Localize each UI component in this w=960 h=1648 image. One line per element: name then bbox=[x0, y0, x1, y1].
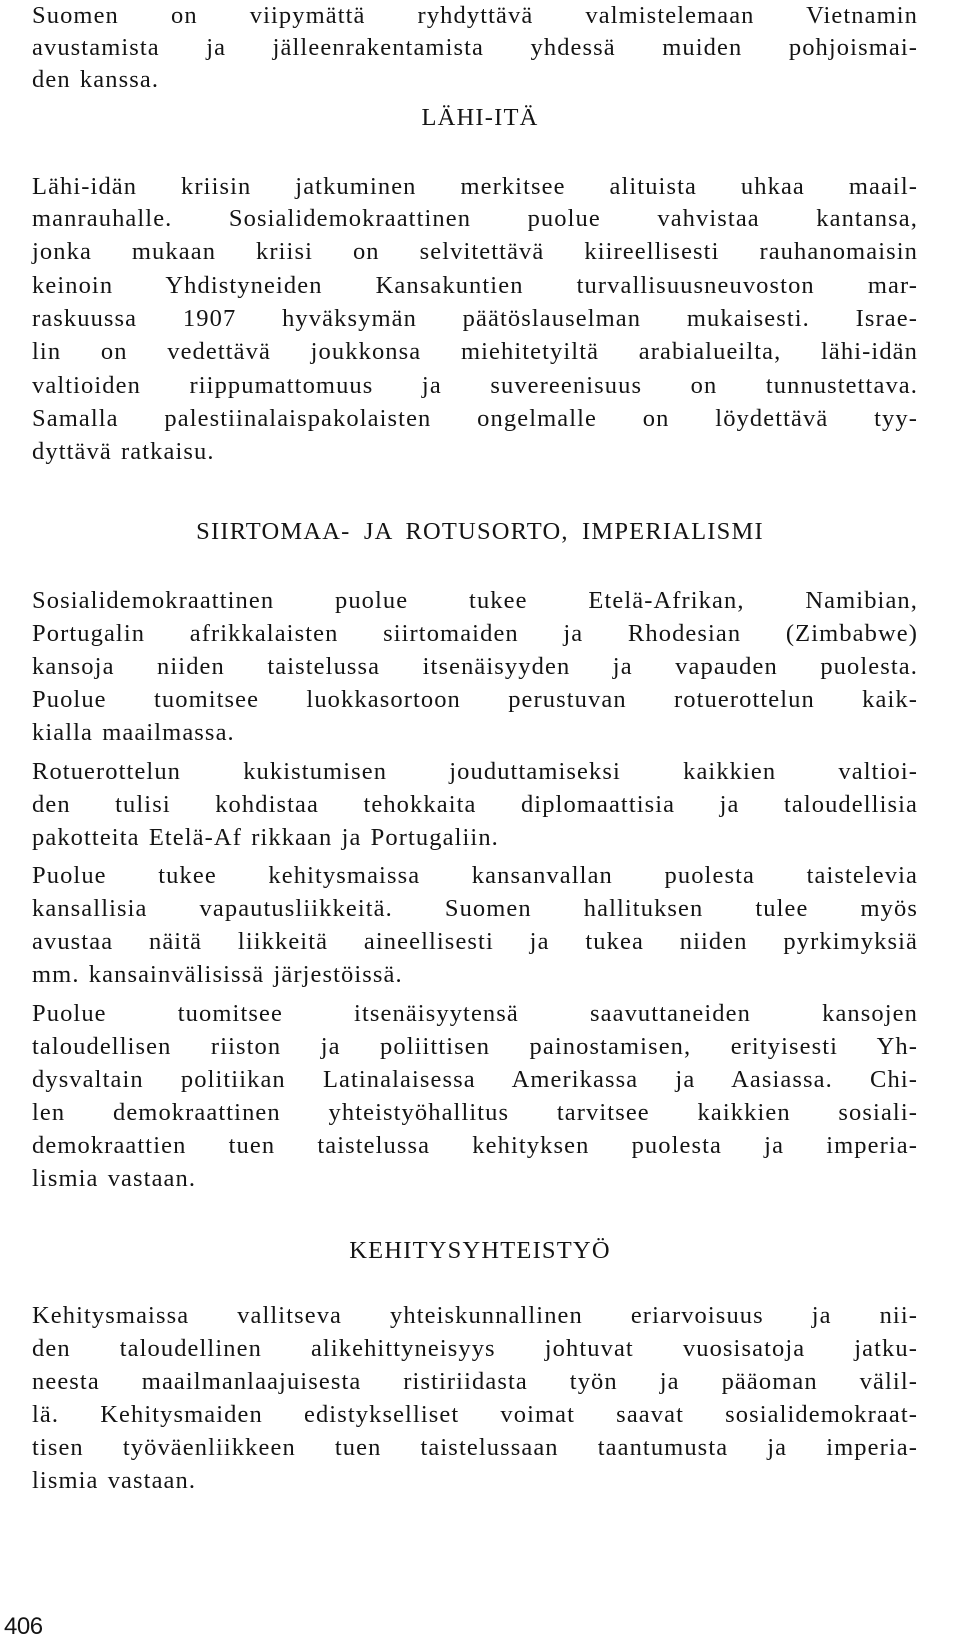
section-heading-lahi-ita: LÄHI-ITÄ bbox=[421, 104, 539, 131]
paragraph-line: tisen työväenliikkeen tuen taistelussaan taantumusta ja imperia- bbox=[32, 1434, 918, 1461]
paragraph-line: den kanssa. bbox=[32, 66, 160, 93]
paragraph-line: lin on vedettävä joukkonsa miehitetyiltä arabialueilta, lähi-idän bbox=[32, 338, 918, 365]
paragraph-line: Puolue tukee kehitysmaissa kansanvallan puolesta taistelevia bbox=[32, 862, 918, 889]
paragraph-line: demokraattien tuen taistelussa kehityksen puolesta ja imperia- bbox=[32, 1132, 918, 1159]
section-heading-kehitysyhteistyo: KEHITYSYHTEISTYÖ bbox=[349, 1237, 611, 1264]
paragraph-line: keinoin Yhdistyneiden Kansakuntien turvallisuusneuvoston mar- bbox=[32, 272, 918, 299]
paragraph-line: pakotteita Etelä-Af rikkaan ja Portugaliin. bbox=[32, 824, 499, 851]
paragraph-line: manrauhalle. Sosialidemokraattinen puolue vahvistaa kantansa, bbox=[32, 205, 918, 232]
paragraph-line: avustaa näitä liikkeitä aineellisesti ja tukea niiden pyrkimyksiä bbox=[32, 928, 918, 955]
paragraph-line: mm. kansainvälisissä järjestöissä. bbox=[32, 961, 403, 988]
paragraph-line: len demokraattinen yhteistyöhallitus tarvitsee kaikkien sosiali- bbox=[32, 1099, 918, 1126]
paragraph-line: Lähi-idän kriisin jatkuminen merkitsee alituista uhkaa maail- bbox=[32, 173, 918, 200]
paragraph-line: avustamista ja jälleenrakentamista yhdessä muiden pohjoismai- bbox=[32, 34, 918, 61]
page-number: 406 bbox=[4, 1613, 43, 1640]
paragraph-line: dysvaltain politiikan Latinalaisessa Amerikassa ja Aasiassa. Chi- bbox=[32, 1066, 918, 1093]
paragraph-line: neesta maailmanlaajuisesta ristiriidasta työn ja pääoman välil- bbox=[32, 1368, 918, 1395]
paragraph-line: kansoja niiden taistelussa itsenäisyyden ja vapauden puolesta. bbox=[32, 653, 918, 680]
paragraph-line: Puolue tuomitsee itsenäisyytensä saavuttaneiden kansojen bbox=[32, 1000, 918, 1027]
paragraph-line: Portugalin afrikkalaisten siirtomaiden ja Rhodesian (Zimbabwe) bbox=[32, 620, 918, 647]
paragraph-line: valtioiden riippumattomuus ja suvereenisuus on tunnustettava. bbox=[32, 372, 918, 399]
section-heading-siirtomaa: SIIRTOMAA- JA ROTUSORTO, IMPERIALISMI bbox=[196, 518, 764, 545]
paragraph-line: Rotuerottelun kukistumisen jouduttamiseksi kaikkien valtioi- bbox=[32, 758, 918, 785]
paragraph-line: Sosialidemokraattinen puolue tukee Etelä-Afrikan, Namibian, bbox=[32, 587, 918, 614]
paragraph-line: dyttävä ratkaisu. bbox=[32, 438, 215, 465]
paragraph-line: Puolue tuomitsee luokkasortoon perustuvan rotuerottelun kaik- bbox=[32, 686, 918, 713]
paragraph-line: den tulisi kohdistaa tehokkaita diplomaattisia ja taloudellisia bbox=[32, 791, 918, 818]
paragraph-line: den taloudellinen alikehittyneisyys johtuvat vuosisatoja jatku- bbox=[32, 1335, 918, 1362]
paragraph-line: lä. Kehitysmaiden edistykselliset voimat saavat sosialidemokraat- bbox=[32, 1401, 918, 1428]
paragraph-line: Kehitysmaissa vallitseva yhteiskunnallinen eriarvoisuus ja nii- bbox=[32, 1302, 918, 1329]
paragraph-line: Suomen on viipymättä ryhdyttävä valmistelemaan Vietnamin bbox=[32, 2, 918, 29]
paragraph-line: lismia vastaan. bbox=[32, 1165, 197, 1192]
paragraph-line: taloudellisen riiston ja poliittisen painostamisen, erityisesti Yh- bbox=[32, 1033, 918, 1060]
paragraph-line: lismia vastaan. bbox=[32, 1467, 197, 1494]
paragraph-line: raskuussa 1907 hyväksymän päätöslauselman mukaisesti. Israe- bbox=[32, 305, 918, 332]
paragraph-line: Samalla palestiinalaispakolaisten ongelmalle on löydettävä tyy- bbox=[32, 405, 918, 432]
paragraph-line: kialla maailmassa. bbox=[32, 719, 235, 746]
paragraph-line: jonka mukaan kriisi on selvitettävä kiireellisesti rauhanomaisin bbox=[32, 238, 918, 265]
paragraph-line: kansallisia vapautusliikkeitä. Suomen hallituksen tulee myös bbox=[32, 895, 918, 922]
